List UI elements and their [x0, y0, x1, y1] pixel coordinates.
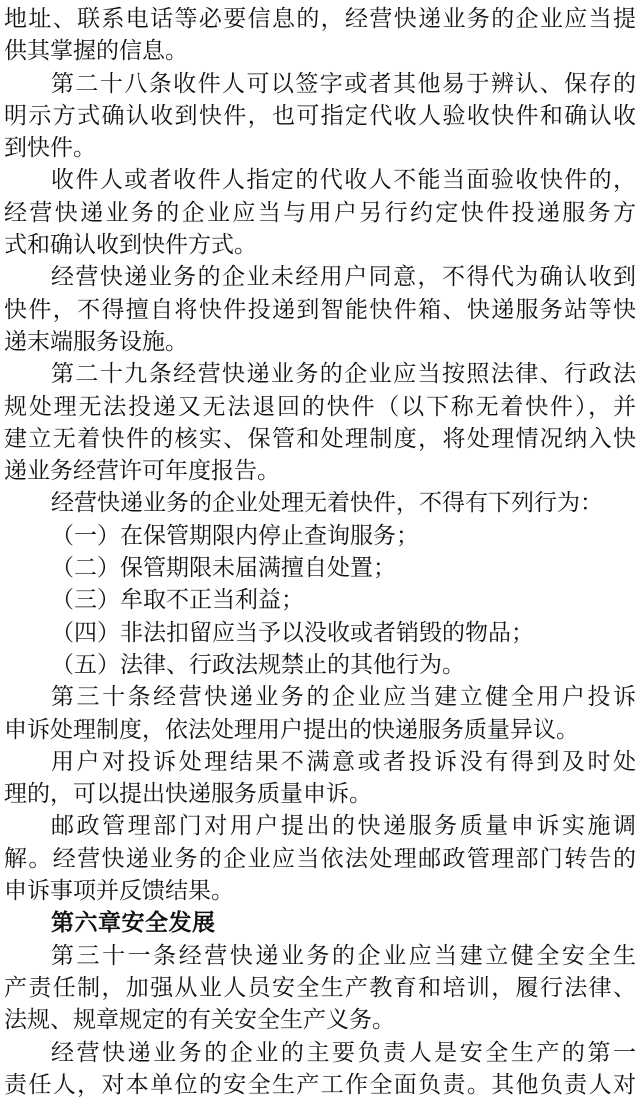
text-line: 经营快递业务的企业的主要负责人是安全生产的第一 [51, 1039, 636, 1066]
text-line: 快件，不得擅自将快件投递到智能快件箱、快递服务站等快 [4, 296, 636, 323]
text-line: 规处理无法投递又无法退回的快件（以下称无着快件），并 [4, 393, 636, 420]
text-line: 产责任制，加强从业人员安全生产教育和培训，履行法律、 [4, 974, 636, 1001]
text-line: 理的，可以提出快递服务质量申诉。 [4, 781, 372, 808]
text-line: 递末端服务设施。 [4, 328, 188, 355]
list-item: （一）在保管期限内停止查询服务； [51, 522, 419, 549]
text-line: 建立无着快件的核实、保管和处理制度，将处理情况纳入快 [4, 425, 636, 452]
text-line: 到快件。 [4, 135, 96, 162]
text-line: 递业务经营许可年度报告。 [4, 458, 280, 485]
text-line: 第三十条经营快递业务的企业应当建立健全用户投诉 [51, 684, 636, 711]
text-line: 经营快递业务的企业应当与用户另行约定快件投递服务方 [4, 199, 636, 226]
text-line: 明示方式确认收到快件，也可指定代收人验收快件和确认收 [4, 102, 636, 129]
text-line: 经营快递业务的企业处理无着快件，不得有下列行为： [51, 490, 603, 517]
text-line: 供其掌握的信息。 [4, 38, 188, 65]
text-line: 第三十一条经营快递业务的企业应当建立健全安全生 [51, 942, 636, 969]
chapter-heading: 第六章安全发展 [51, 910, 216, 937]
list-item: （五）法律、行政法规禁止的其他行为。 [51, 651, 465, 678]
text-line: 用户对投诉处理结果不满意或者投诉没有得到及时处 [51, 748, 636, 775]
text-line: 式和确认收到快件方式。 [4, 232, 257, 259]
list-item: （二）保管期限未届满擅自处置； [51, 555, 396, 582]
text-line: 地址、联系电话等必要信息的，经营快递业务的企业应当提 [4, 6, 636, 32]
text-line: 第二十九条经营快递业务的企业应当按照法律、行政法 [51, 361, 636, 388]
text-line: 收件人或者收件人指定的代收人不能当面验收快件的， [51, 167, 636, 194]
text-line: 邮政管理部门对用户提出的快递服务质量申诉实施调 [51, 813, 636, 840]
text-line: 申诉事项并反馈结果。 [4, 878, 234, 905]
document-page [4, 3, 636, 1101]
text-line: 法规、规章规定的有关安全生产义务。 [4, 1007, 395, 1034]
text-line: 第二十八条收件人可以签字或者其他易于辨认、保存的 [51, 70, 636, 97]
text-line: 经营快递业务的企业未经用户同意，不得代为确认收到 [51, 264, 636, 291]
text-line: 申诉处理制度，依法处理用户提出的快递服务质量异议。 [4, 716, 579, 743]
list-item: （四）非法扣留应当予以没收或者销毁的物品； [51, 619, 534, 646]
text-line: 责任人，对本单位的安全生产工作全面负责。其他负责人对 [4, 1071, 636, 1098]
list-item: （三）牟取不正当利益； [51, 587, 304, 614]
text-line: 解。经营快递业务的企业应当依法处理邮政管理部门转告的 [4, 845, 636, 872]
